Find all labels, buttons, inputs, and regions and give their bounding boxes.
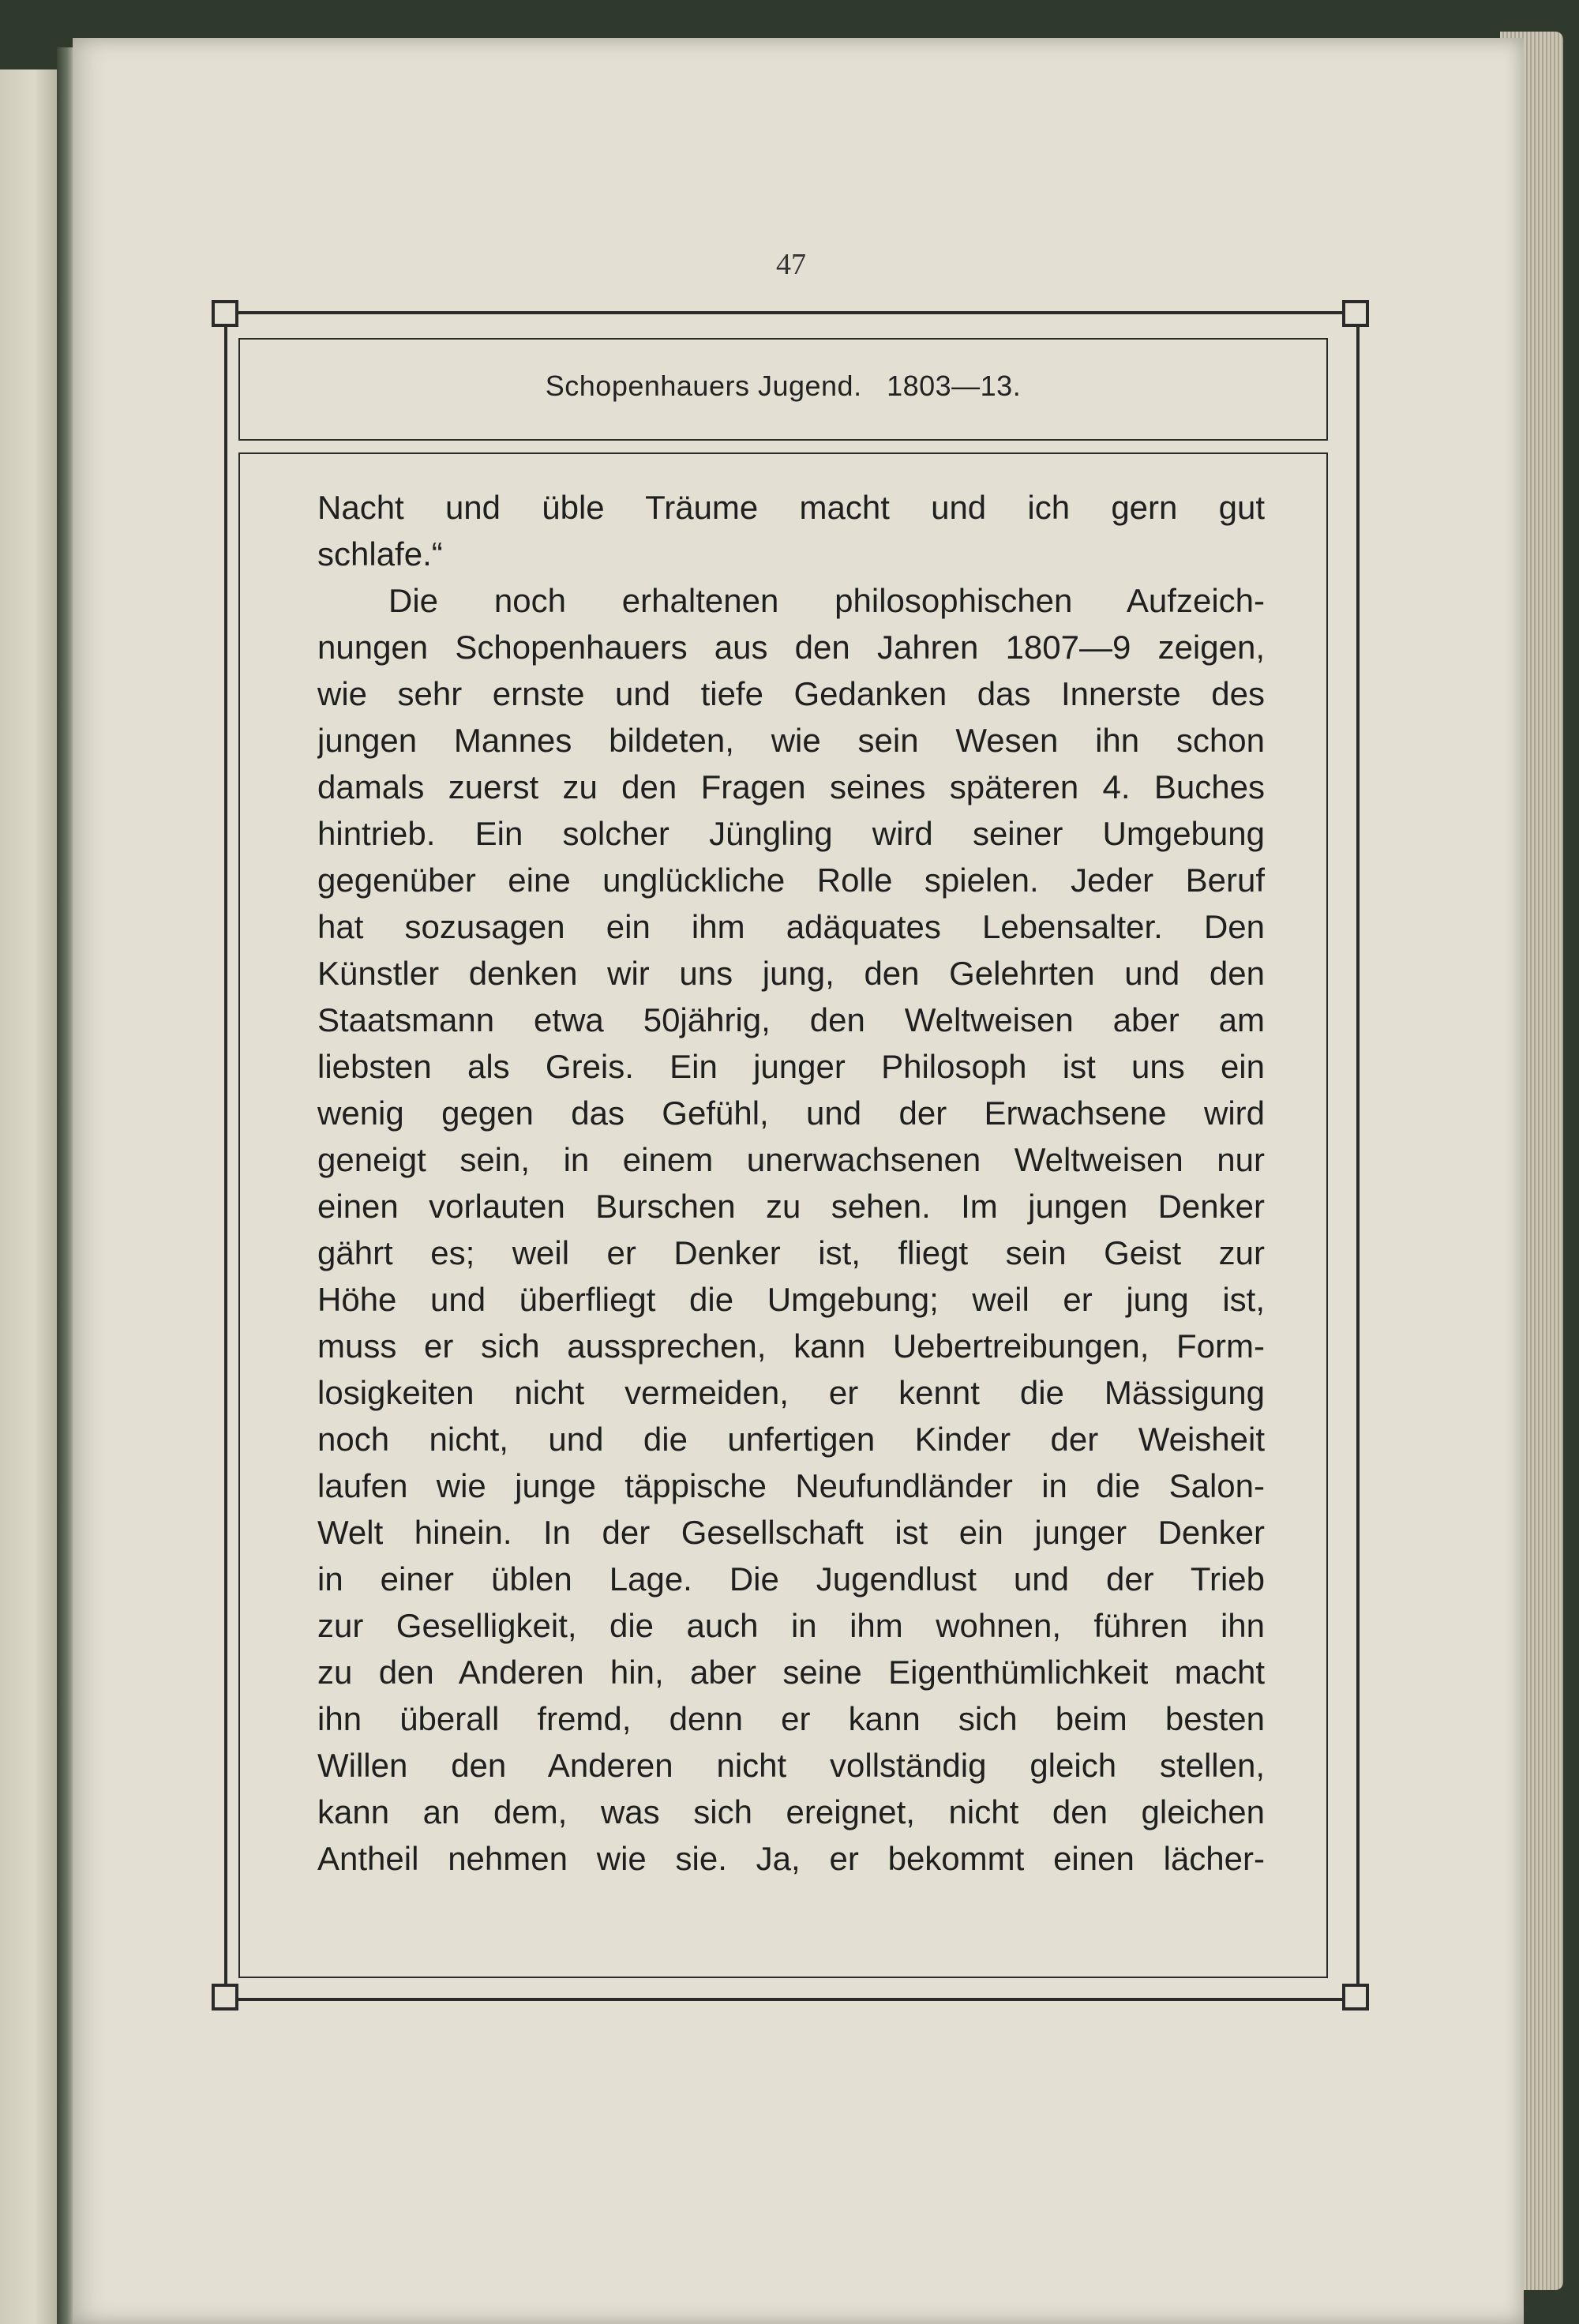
text-line: Willen den Anderen nicht vollständig gleich stellen, (317, 1747, 1265, 1784)
text-line: losigkeiten nicht vermeiden, er kennt die Mässigung (317, 1374, 1265, 1411)
body-text (317, 484, 1265, 1882)
book-page (73, 38, 1524, 2324)
text-line: noch nicht, und die unfertigen Kinder der Weisheit (317, 1421, 1265, 1458)
text-line: hat sozusagen ein ihm adäquates Lebensalter. Den (317, 908, 1265, 945)
text-line: ihn überall fremd, denn er kann sich beim besten (317, 1700, 1265, 1737)
text-line: einen vorlauten Burschen zu sehen. Im jungen Denker (317, 1188, 1265, 1225)
frame-corner-bottom-left (212, 1984, 238, 2011)
frame-corner-bottom-right (1342, 1984, 1369, 2011)
text-line: schlafe.“ (317, 535, 443, 573)
text-line: geneigt sein, in einem unerwachsenen Weltweisen nur (317, 1141, 1265, 1178)
text-line: nungen Schopenhauers aus den Jahren 1807—9 zeigen, (317, 629, 1265, 666)
text-line: Welt hinein. In der Gesellschaft ist ein junger Denker (317, 1514, 1265, 1551)
text-line: muss er sich aussprechen, kann Uebertreibungen, Form- (317, 1327, 1265, 1365)
text-line: wenig gegen das Gefühl, und der Erwachsene wird (317, 1094, 1265, 1132)
text-line: laufen wie junge täppische Neufundländer in die Salon- (317, 1467, 1265, 1504)
text-line: gegenüber eine unglückliche Rolle spielen. Jeder Beruf (317, 862, 1265, 899)
facing-page-edge (0, 69, 57, 2324)
text-line: jungen Mannes bildeten, wie sein Wesen ihn schon (317, 722, 1265, 759)
text-line: zu den Anderen hin, aber seine Eigenthümlichkeit macht (317, 1654, 1265, 1691)
frame-corner-top-right (1342, 300, 1369, 327)
page-number: 47 (776, 248, 806, 281)
running-head-box (238, 338, 1328, 441)
text-line: in einer üblen Lage. Die Jugendlust und der Trieb (317, 1560, 1265, 1598)
text-line: hintrieb. Ein solcher Jüngling wird seiner Umgebung (317, 815, 1265, 852)
text-line: Die noch erhaltenen philosophischen Aufzeich- (388, 582, 1265, 619)
text-line: liebsten als Greis. Ein junger Philosoph ist uns ein (317, 1048, 1265, 1085)
text-line: zur Geselligkeit, die auch in ihm wohnen, führen ihn (317, 1607, 1265, 1644)
running-head: Schopenhauers Jugend. 1803—13. (545, 370, 1022, 402)
text-line: Künstler denken wir uns jung, den Gelehrten und den (317, 955, 1265, 992)
text-line: Antheil nehmen wie sie. Ja, er bekommt einen lächer- (317, 1840, 1265, 1877)
text-line: gährt es; weil er Denker ist, fliegt sein Geist zur (317, 1234, 1265, 1271)
text-line: Staatsmann etwa 50jährig, den Weltweisen aber am (317, 1001, 1265, 1038)
text-line: damals zuerst zu den Fragen seines späteren 4. Buches (317, 768, 1265, 805)
text-line: wie sehr ernste und tiefe Gedanken das Innerste des (317, 675, 1265, 712)
text-line: kann an dem, was sich ereignet, nicht den gleichen (317, 1793, 1265, 1830)
frame-corner-top-left (212, 300, 238, 327)
text-line: Nacht und üble Träume macht und ich gern gut (317, 489, 1265, 526)
text-line: Höhe und überfliegt die Umgebung; weil er jung ist, (317, 1281, 1265, 1318)
